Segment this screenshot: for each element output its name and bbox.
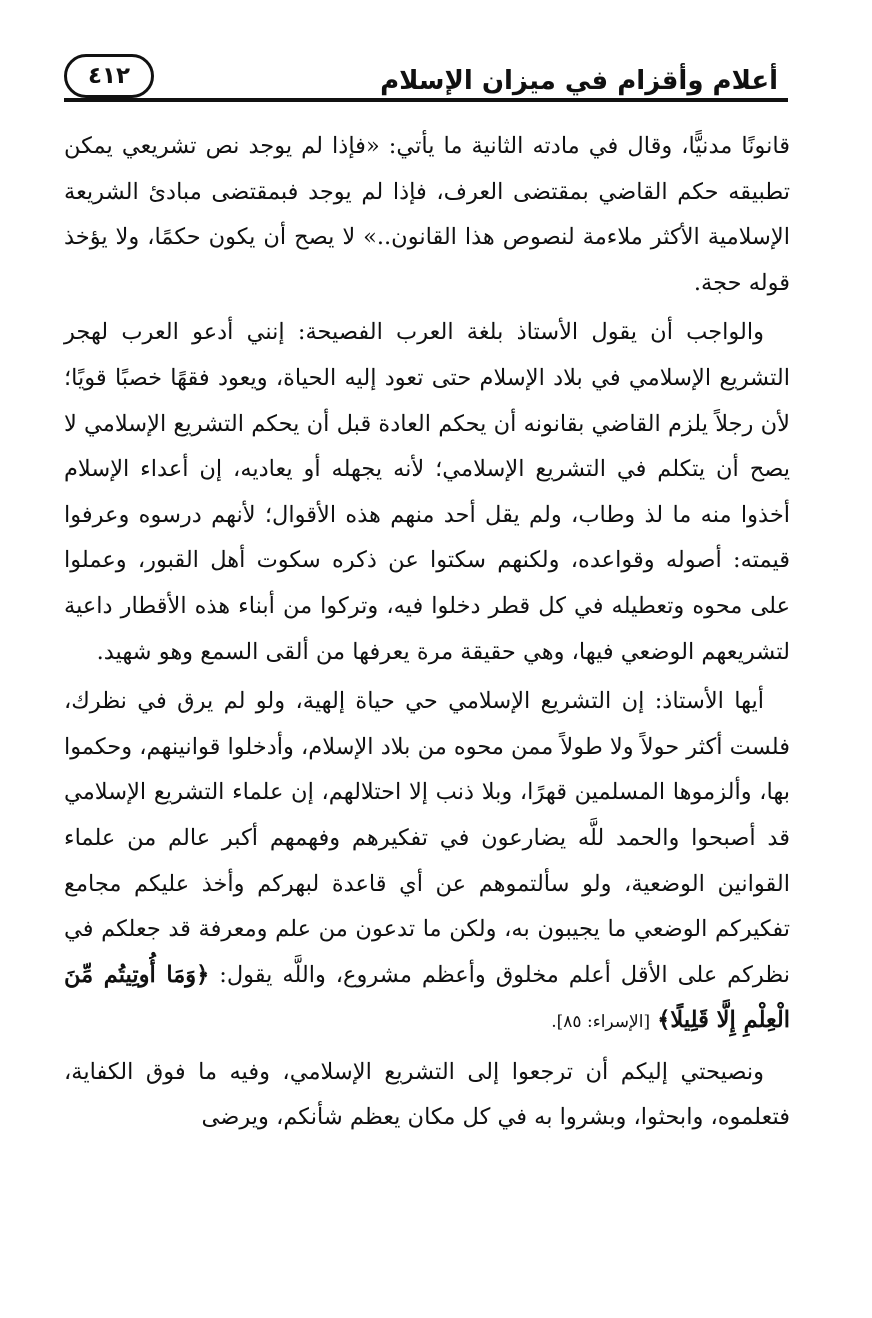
verse-reference: [الإسراء: ٨٥]. <box>551 1012 651 1033</box>
quran-verse: ﴿وَمَا أُوتِيتُم مِّنَ الْعِلْمِ إِلَّا قَلِيلًا﴾ <box>64 961 790 1034</box>
paragraph-3-text: أيها الأستاذ: إن التشريع الإسلامي حي حياة إلهية، ولو لم يرق في نظرك، فلست أكثر حولاً ولا طولاً ممن محوه من بلاد الإسلام، وأدخلوا قوانينهم، وحكموا بها، وألزموها المسلمين قهرًا، وبلا ذنب إلا احتلالهم، إن علماء التشريع الإسلامي قد أصبحوا والحمد للَّه يضارعون في تفكيرهم وفهمهم أكبر عالم من علماء القوانين الوضعية، ولو سألتموهم عن أي قاعدة لبهركم وأخذ عليكم مجامع تفكيركم الوضعي ما يجيبون به، ولكن ما تدعون من علم ومعرفة قد جعلكم في نظركم على الأقل أعلم مخلوق وأعظم مشروع، واللَّه يقول: <box>64 688 790 988</box>
paragraph-1: قانونًا مدنيًّا، وقال في مادته الثانية ما يأتي: «فإذا لم يوجد نص تشريعي يمكن تطبيقه حكم القاضي بمقتضى العرف، فإذا لم يوجد فبمقتضى مبادئ الشريعة الإسلامية الأكثر ملاءمة لنصوص هذا القانون..» لا يصح أن يكون حكمًا، ولا يؤخذ قوله حجة. <box>64 133 790 296</box>
paragraph-4: ونصيحتي إليكم أن ترجعوا إلى التشريع الإسلامي، وفيه ما فوق الكفاية، فتعلموه، وابحثوا، وبشروا به في كل مكان يعظم شأنكم، ويرضى <box>64 1058 790 1131</box>
paragraph-3 <box>64 679 790 1046</box>
page-number-badge: ٤١٢ <box>64 54 154 98</box>
page-header <box>64 52 788 108</box>
body-text <box>64 124 790 1145</box>
paragraph-2: والواجب أن يقول الأستاذ بلغة العرب الفصيحة: إنني أدعو العرب لهجر التشريع الإسلامي في بلاد الإسلام حتى تعود إليه الحياة، ويعود فقهًا خصبًا قويًا؛ لأن رجلاً يلزم القاضي بقانونه أن يحكم العادة قبل أن يحكم التشريع الإسلامي لا يصح أن يتكلم في التشريع الإسلامي؛ لأنه يجهله أو يعاديه، إن أعداء الإسلام أخذوا منه ما لذ وطاب، ولم يقل أحد منهم هذه الأقوال؛ لأنهم درسوه وعرفوا قيمته: أصوله وقواعده، ولكنهم سكتوا عن ذكره سكوت أهل القبور، وعملوا على محوه وتعطيله في كل قطر دخلوا فيه، وتركوا من أبناء هذه الأقطار داعية لتشريعهم الوضعي فيها، وهي حقيقة مرة يعرفها من ألقى السمع وهو شهيد. <box>64 319 790 665</box>
header-rule <box>64 98 788 102</box>
running-title: أعلام وأقزام في ميزان الإسلام <box>380 66 778 96</box>
